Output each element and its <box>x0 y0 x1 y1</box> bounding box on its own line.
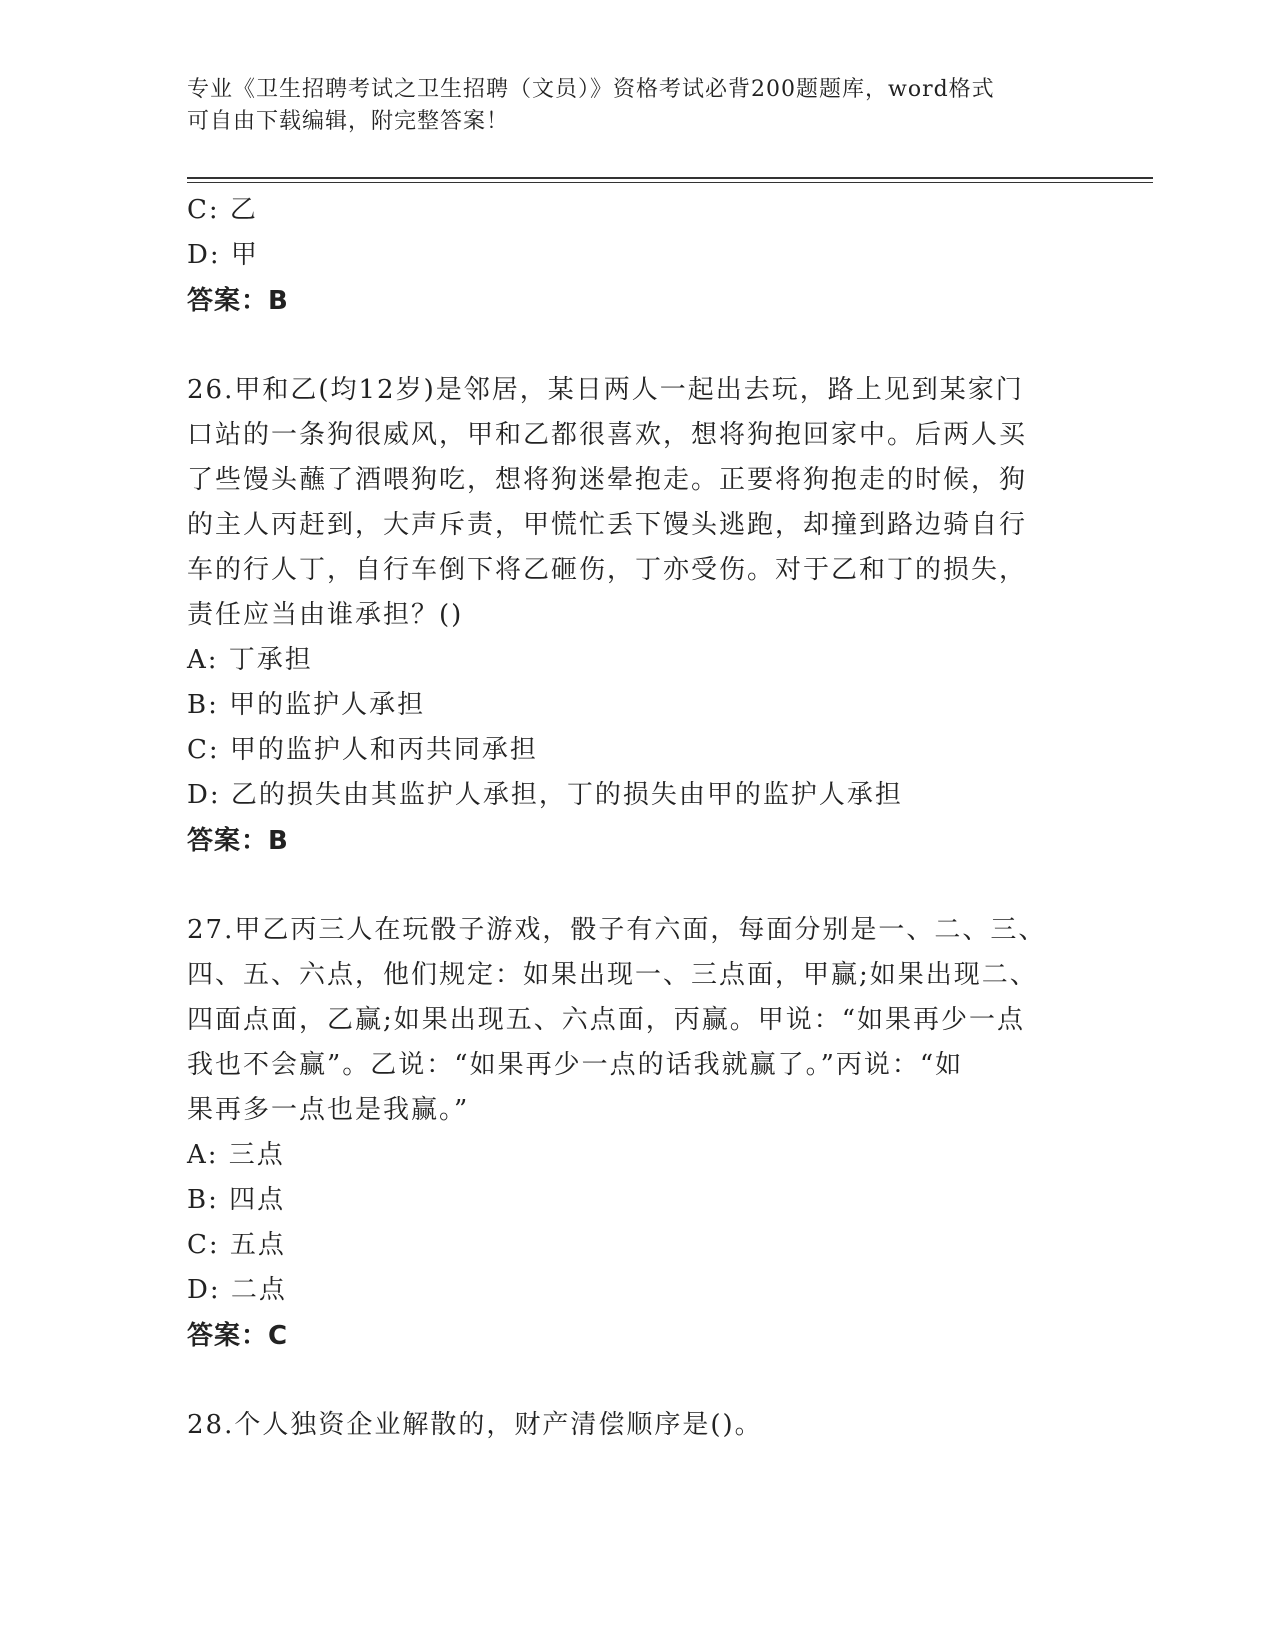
previous-question-tail <box>187 188 1087 324</box>
question-text-line: 26.甲和乙(均12岁)是邻居，某日两人一起出去玩，路上见到某家门 <box>187 375 1024 405</box>
option-a: A: 丁承担 <box>187 645 313 675</box>
document-header <box>187 74 1067 138</box>
question-27 <box>187 908 1087 1359</box>
answer-line: 答案：B <box>187 826 289 856</box>
question-text-line: 口站的一条狗很威风，甲和乙都很喜欢，想将狗抱回家中。后两人买 <box>187 420 1028 450</box>
question-28 <box>187 1403 1087 1448</box>
option-d: D: 乙的损失由其监护人承担，丁的损失由甲的监护人承担 <box>187 780 903 810</box>
question-text-line: 四、五、六点，他们规定：如果出现一、三点面，甲赢;如果出现二、 <box>187 960 1038 990</box>
question-text-line: 果再多一点也是我赢。” <box>187 1095 470 1125</box>
spacer <box>187 1359 1087 1403</box>
option-b: B: 甲的监护人承担 <box>187 690 426 720</box>
option-c: C: 甲的监护人和丙共同承担 <box>187 735 538 765</box>
question-text-line: 车的行人丁，自行车倒下将乙砸伤，丁亦受伤。对于乙和丁的损失， <box>187 555 1028 585</box>
question-text-line: 我也不会赢”。乙说：“如果再少一点的话我就赢了。”丙说：“如 <box>187 1050 964 1080</box>
question-text-line: 的主人丙赶到，大声斥责，甲慌忙丢下馒头逃跑，却撞到路边骑自行 <box>187 510 1028 540</box>
header-line-2: 可自由下载编辑，附完整答案！ <box>187 109 510 134</box>
option-b: B: 四点 <box>187 1185 286 1215</box>
answer-line: 答案：C <box>187 1321 289 1351</box>
question-text-line: 27.甲乙丙三人在玩骰子游戏，骰子有六面，每面分别是一、二、三、 <box>187 915 1047 945</box>
header-divider-thin <box>187 182 1153 183</box>
option-c: C: 乙 <box>187 195 258 225</box>
option-d: D: 二点 <box>187 1275 287 1305</box>
question-text-line: 责任应当由谁承担？() <box>187 600 464 630</box>
spacer <box>187 864 1087 908</box>
answer-line: 答案：B <box>187 286 289 316</box>
question-text-line: 了些馒头蘸了酒喂狗吃，想将狗迷晕抱走。正要将狗抱走的时候，狗 <box>187 465 1028 495</box>
question-26 <box>187 368 1087 864</box>
header-line-1: 专业《卫生招聘考试之卫生招聘（文员）》资格考试必背200题题库，word格式 <box>187 77 995 102</box>
header-divider-thick <box>187 177 1153 179</box>
question-content <box>187 188 1087 1448</box>
spacer <box>187 324 1087 368</box>
question-text-line: 28.个人独资企业解散的，财产清偿顺序是()。 <box>187 1410 763 1440</box>
option-a: A: 三点 <box>187 1140 285 1170</box>
question-text-line: 四面点面，乙赢;如果出现五、六点面，丙赢。甲说：“如果再少一点 <box>187 1005 1026 1035</box>
option-d: D: 甲 <box>187 240 259 270</box>
option-c: C: 五点 <box>187 1230 286 1260</box>
